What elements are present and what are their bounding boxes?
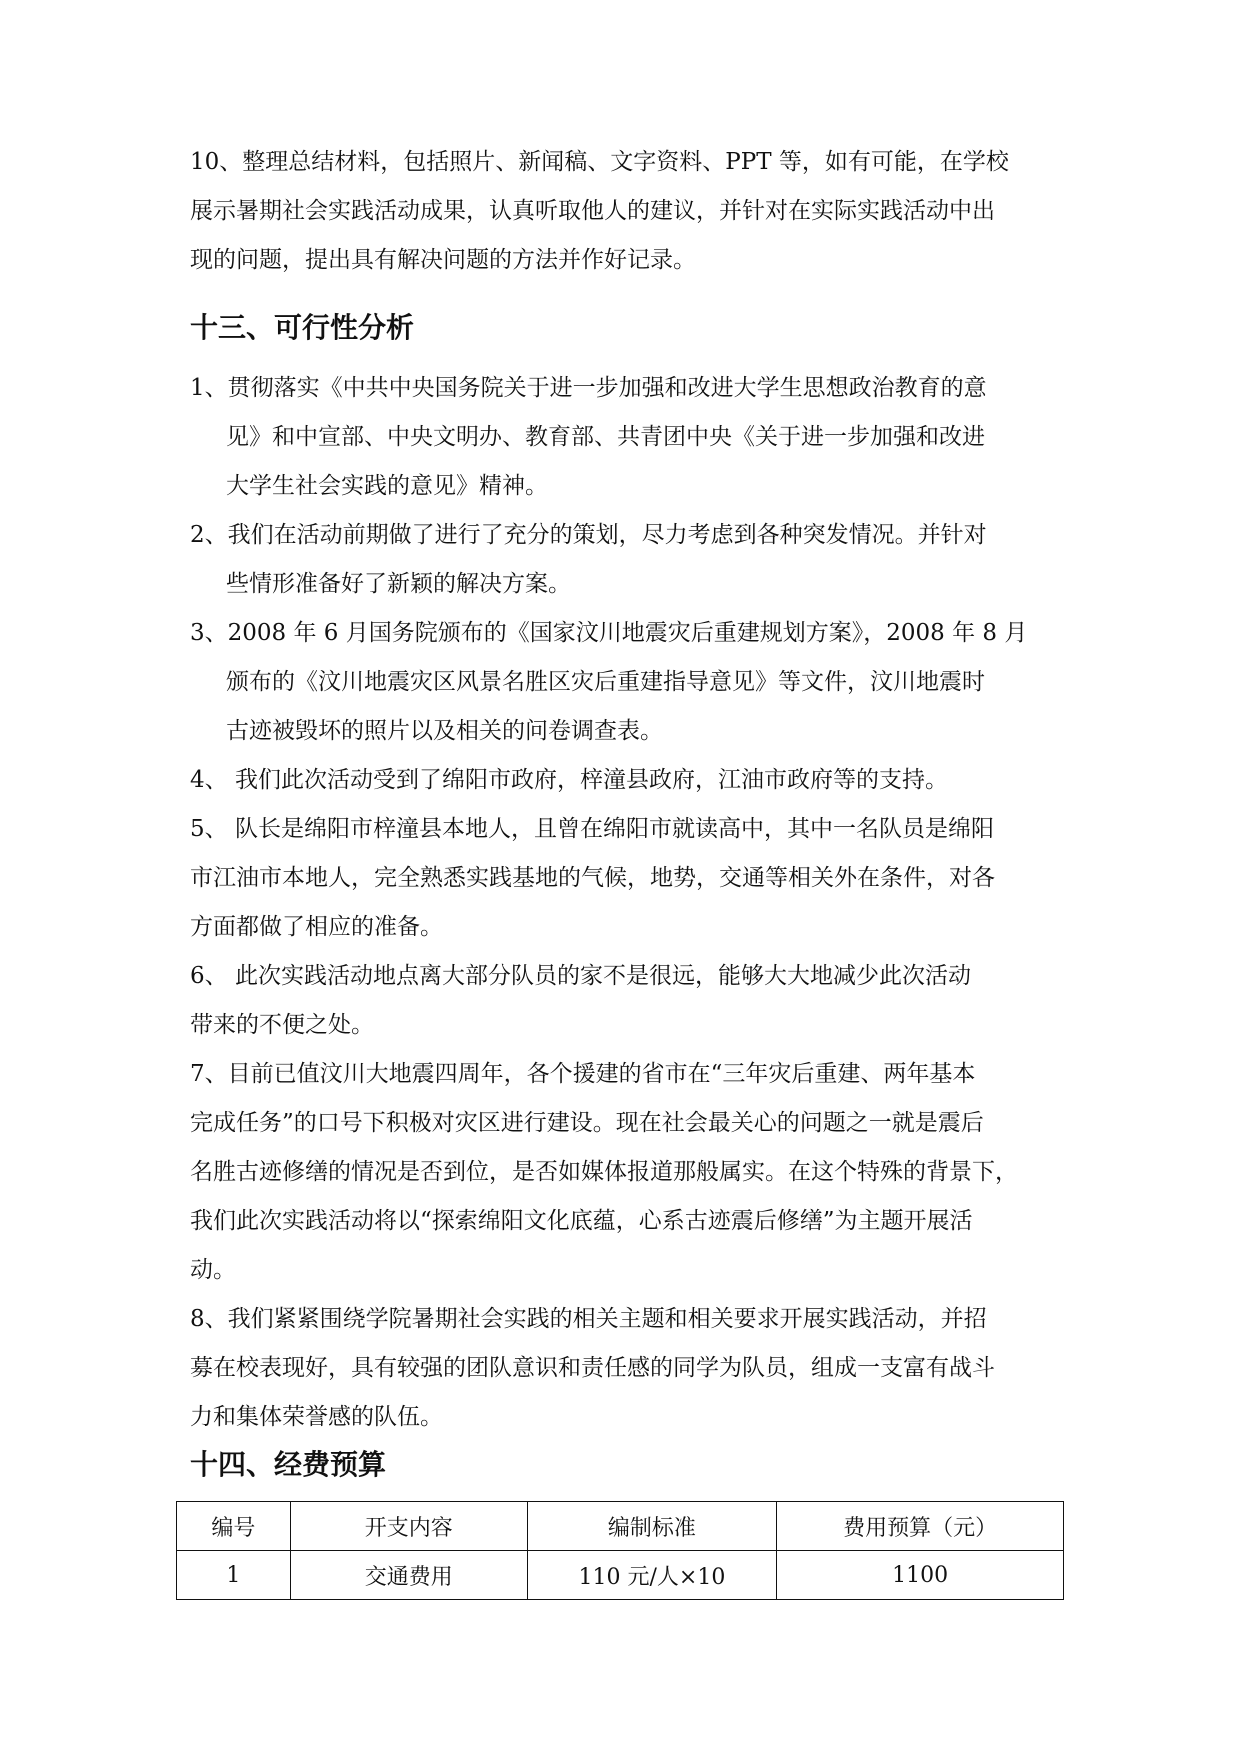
table-cell: 110 元/人×10 (527, 1551, 777, 1600)
text-line: 3、2008 年 6 月国务院颁布的《国家汶川地震灾后重建规划方案》，2008 年 8 月 (190, 620, 1028, 646)
text-line: 见》和中宣部、中央文明办、教育部、共青团中央《关于进一步加强和改进 (226, 424, 985, 450)
text-line: 我们此次实践活动将以“探索绵阳文化底蕴，心系古迹震后修缮”为主题开展活 (190, 1208, 973, 1234)
text-line: 2、我们在活动前期做了进行了充分的策划，尽力考虑到各种突发情况。并针对 (190, 522, 987, 548)
text-line: 展示暑期社会实践活动成果，认真听取他人的建议，并针对在实际实践活动中出 (190, 198, 995, 224)
text-line: 力和集体荣誉感的队伍。 (190, 1404, 443, 1430)
feasibility-item-8 (190, 1295, 1050, 1442)
feasibility-item-6 (190, 952, 1050, 1050)
text-line: 6、 此次实践活动地点离大部分队员的家不是很远，能够大大地减少此次活动 (190, 963, 971, 989)
feasibility-item-7 (190, 1050, 1050, 1295)
table-cell: 1100 (777, 1551, 1064, 1600)
feasibility-item-5 (190, 805, 1050, 952)
text-line: 颁布的《汶川地震灾区风景名胜区灾后重建指导意见》等文件，汶川地震时 (226, 669, 985, 695)
text-line: 7、目前已值汶川大地震四周年，各个援建的省市在“三年灾后重建、两年基本 (190, 1061, 976, 1087)
text-line: 5、 队长是绵阳市梓潼县本地人，且曾在绵阳市就读高中，其中一名队员是绵阳 (190, 816, 994, 842)
table-cell: 交通费用 (290, 1551, 527, 1600)
text-line: 1、贯彻落实《中共中央国务院关于进一步加强和改进大学生思想政治教育的意 (190, 375, 987, 401)
text-line: 市江油市本地人，完全熟悉实践基地的气候，地势，交通等相关外在条件，对各 (190, 865, 995, 891)
table-row (177, 1551, 1064, 1600)
text-line: 名胜古迹修缮的情况是否到位，是否如媒体报道那般属实。在这个特殊的背景下， (190, 1159, 1018, 1185)
text-line: 8、我们紧紧围绕学院暑期社会实践的相关主题和相关要求开展实践活动，并招 (190, 1306, 987, 1332)
text-line: 现的问题，提出具有解决问题的方法并作好记录。 (190, 247, 696, 273)
text-line: 方面都做了相应的准备。 (190, 914, 443, 940)
table-header-cell: 费用预算（元） (777, 1502, 1064, 1551)
table-header-cell: 编制标准 (527, 1502, 777, 1551)
text-line: 动。 (190, 1257, 236, 1283)
table-header-cell: 编号 (177, 1502, 291, 1551)
text-line: 完成任务”的口号下积极对灾区进行建设。现在社会最关心的问题之一就是震后 (190, 1110, 984, 1136)
table-cell: 1 (177, 1551, 291, 1600)
feasibility-item-1 (190, 364, 1050, 511)
section-heading-budget: 十四、经费预算 (190, 1448, 387, 1481)
budget-table (176, 1501, 1064, 1600)
table-header-cell: 开支内容 (290, 1502, 527, 1551)
text-line: 4、 我们此次活动受到了绵阳市政府，梓潼县政府，江油市政府等的支持。 (190, 767, 948, 793)
text-line: 大学生社会实践的意见》精神。 (226, 473, 548, 499)
feasibility-item-2 (190, 511, 1050, 609)
text-line: 10、整理总结材料，包括照片、新闻稿、文字资料、PPT 等，如有可能，在学校 (190, 149, 1009, 175)
section-heading-feasibility: 十三、可行性分析 (190, 311, 415, 344)
table-header-row (177, 1502, 1064, 1551)
text-line: 古迹被毁坏的照片以及相关的问卷调查表。 (226, 718, 663, 744)
text-line: 募在校表现好，具有较强的团队意识和责任感的同学为队员，组成一支富有战斗 (190, 1355, 995, 1381)
feasibility-item-4 (190, 756, 1050, 805)
feasibility-item-3 (190, 609, 1050, 756)
text-line: 带来的不便之处。 (190, 1012, 374, 1038)
text-line: 些情形准备好了新颖的解决方案。 (226, 571, 571, 597)
paragraph-item-10 (190, 138, 1050, 285)
